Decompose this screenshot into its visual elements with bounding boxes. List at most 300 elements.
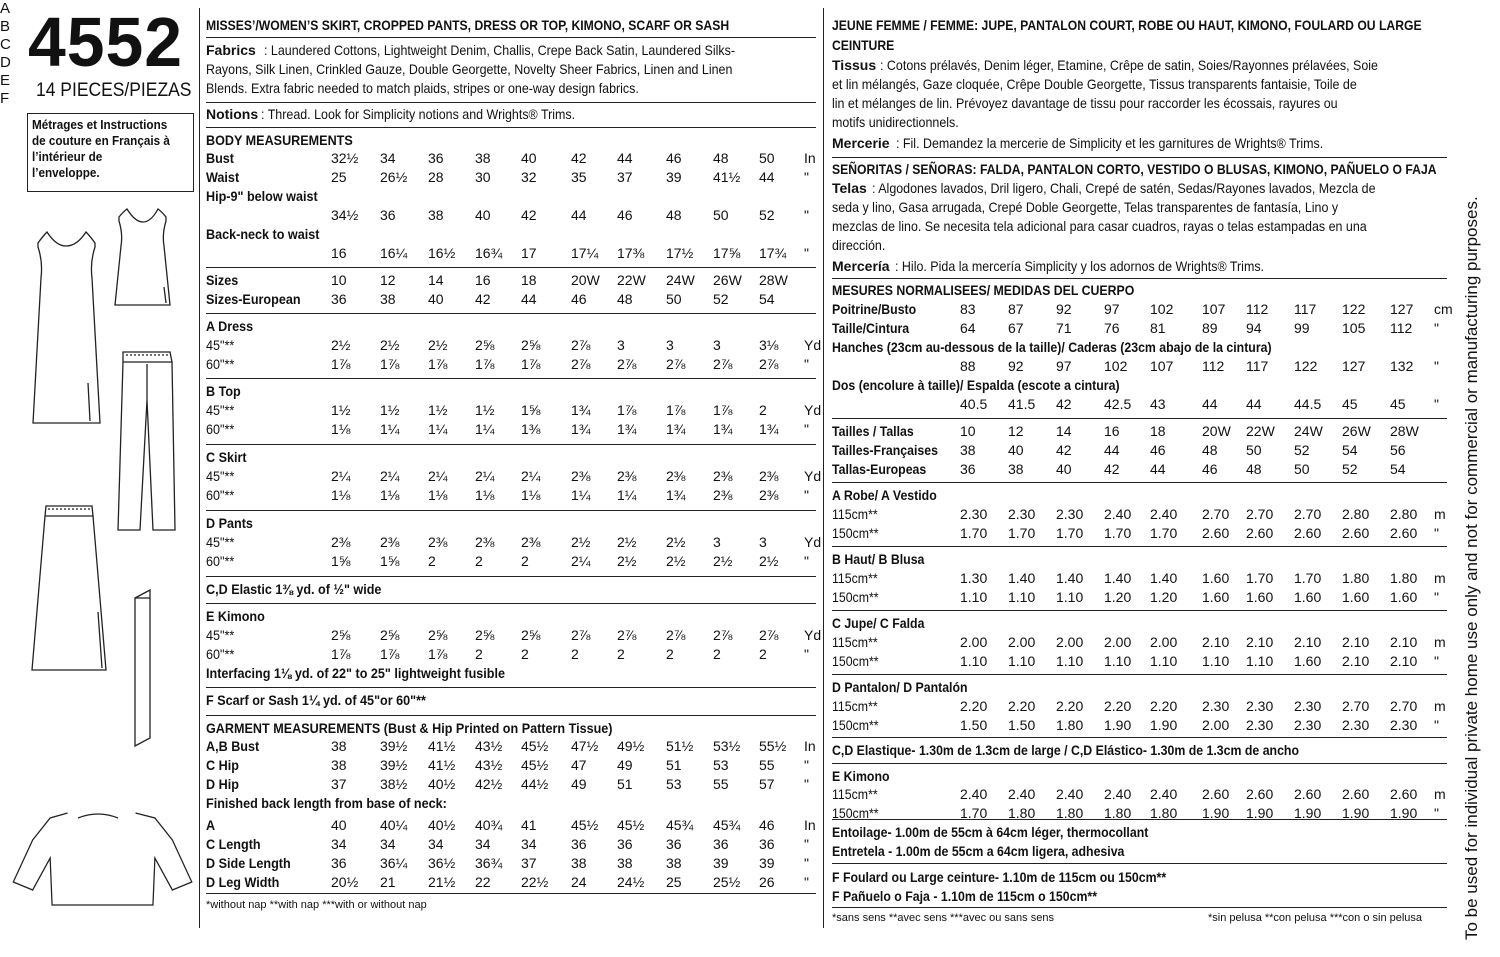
table-cell: 1.80: [1150, 805, 1178, 821]
table-cell: 1.20: [1150, 589, 1178, 605]
table-cell: 41½: [713, 169, 741, 185]
table-cell: 1.70: [1150, 525, 1178, 541]
table-cell: 2.10: [1390, 653, 1418, 669]
fr-mercerie-text: : Fil. Demandez la mercerie de Simplicity et les garnitures de Wrights® Trims.: [896, 135, 1324, 151]
table-cell: 2: [475, 553, 483, 569]
table-cell: 92: [1056, 301, 1072, 317]
table-cell: 2.70: [1342, 698, 1370, 714]
table-cell: 34: [475, 836, 491, 852]
table-cell: 52: [1294, 442, 1310, 458]
table-cell: 2½: [617, 534, 637, 550]
table-cell: 36: [331, 291, 347, 307]
table-cell: 1⅝: [521, 402, 541, 418]
unit-cell: m: [1434, 786, 1446, 802]
table-row-label: D Side Length: [206, 855, 291, 871]
table-cell: 1.40: [1104, 570, 1132, 586]
table-cell: 20W: [1202, 423, 1231, 439]
table-cell: 2.40: [1150, 506, 1178, 522]
table-cell: 40¼: [380, 817, 408, 833]
table-cell: 17¾: [759, 245, 787, 261]
fr-tissus-line: lin et mélanges de lin. Prévoyez davantage de tissu pour raccorder les écossais, rayures ou: [832, 95, 1338, 111]
unit-cell: m: [1434, 698, 1446, 714]
unit-cell: ": [1434, 805, 1439, 821]
table-cell: 1.30: [960, 570, 988, 586]
table-row-label: A Robe/ A Vestido: [832, 487, 937, 503]
table-cell: 2⅜: [380, 534, 400, 550]
table-cell: 2.40: [960, 786, 988, 802]
table-cell: 87: [1008, 301, 1024, 317]
table-cell: 44: [1104, 442, 1120, 458]
unit-cell: ": [804, 855, 809, 871]
table-row-label: Poitrine/Busto: [832, 301, 917, 317]
table-cell: 1¼: [571, 487, 591, 503]
table-cell: 1⅛: [331, 487, 351, 503]
table-cell: 3: [666, 337, 674, 353]
table-cell: 2.20: [1056, 698, 1084, 714]
table-cell: 2.70: [1294, 506, 1322, 522]
table-cell: 81: [1150, 320, 1166, 336]
table-row-label: F Pañuelo o Faja - 1.10m de 115cm o 150cm**: [832, 888, 1098, 904]
table-cell: 47: [571, 757, 587, 773]
table-cell: 57: [759, 776, 775, 792]
table-cell: 40: [521, 150, 537, 166]
unit-cell: ": [804, 553, 809, 569]
table-cell: 1.70: [960, 805, 988, 821]
unit-cell: ": [1434, 525, 1439, 541]
table-row-label: Waist: [206, 169, 240, 185]
table-cell: 2⅜: [759, 487, 779, 503]
table-cell: 2.00: [1056, 634, 1084, 650]
table-row-label: 150cm**: [832, 589, 879, 605]
table-cell: 1¾: [666, 421, 686, 437]
table-cell: 1⅞: [475, 356, 495, 372]
table-cell: 3: [759, 534, 767, 550]
es-telas-line: dirección.: [832, 237, 886, 253]
table-cell: 1⅞: [428, 356, 448, 372]
table-cell: 32: [521, 169, 537, 185]
table-cell: 52: [713, 291, 729, 307]
table-cell: 44.5: [1294, 396, 1322, 412]
table-row-label: Hanches (23cm au-dessous de la taille)/ Caderas (23cm abajo de la cintura): [832, 339, 1272, 355]
table-row-label: Tallas-Europeas: [832, 461, 927, 477]
table-cell: 36: [666, 836, 682, 852]
table-cell: 34: [428, 836, 444, 852]
table-cell: 36: [759, 836, 775, 852]
table-row-label: 115cm**: [832, 698, 878, 714]
table-cell: 1.40: [1150, 570, 1178, 586]
table-row-label: Sizes: [206, 272, 239, 288]
table-cell: 18: [1150, 423, 1166, 439]
table-cell: 2½: [713, 553, 733, 569]
table-cell: 38: [617, 855, 633, 871]
table-cell: 1¾: [617, 421, 637, 437]
unit-cell: In: [804, 738, 816, 754]
table-cell: 2⅝: [475, 627, 495, 643]
nap-footer: *without nap **with nap ***with or without nap: [206, 899, 427, 911]
table-cell: 34: [380, 836, 396, 852]
nap-footer-fr: *sans sens **avec sens ***avec ou sans sens: [832, 912, 1054, 924]
table-row-label: A Dress: [206, 318, 254, 334]
table-cell: 24W: [666, 272, 695, 288]
table-cell: 44: [617, 150, 633, 166]
es-merceria-label: Mercería: [832, 258, 890, 274]
table-cell: 2.30: [1008, 506, 1036, 522]
table-row-label: E Kimono: [832, 768, 890, 784]
table-cell: 2.60: [1246, 786, 1274, 802]
table-row-label: 45"**: [206, 402, 235, 418]
pattern-number: 4552: [28, 3, 183, 81]
fabrics-line: : Laundered Cottons, Lightweight Denim, Challis, Crepe Back Satin, Laundered Silks-: [264, 42, 735, 58]
table-cell: 14: [428, 272, 444, 288]
unit-cell: Yd: [804, 402, 822, 418]
table-cell: 2.30: [1056, 506, 1084, 522]
view-label-b: B: [0, 18, 11, 35]
rule: [206, 603, 816, 604]
table-cell: 50: [713, 207, 729, 223]
table-cell: 55: [713, 776, 729, 792]
table-cell: 40¾: [475, 817, 503, 833]
table-cell: 28W: [1390, 423, 1419, 439]
es-telas-line: mezclas de lino. Se necesita tela adicional para casar cuadros, rayas o telas estampadas en una: [832, 218, 1367, 234]
table-cell: 2: [666, 646, 674, 662]
table-cell: 2.00: [960, 634, 988, 650]
table-row-label: Entretela - 1.00m de 55cm a 64cm ligera, adhesiva: [832, 843, 1125, 859]
table-cell: 2.20: [1008, 698, 1036, 714]
unit-cell: Yd: [804, 534, 822, 550]
table-cell: 35: [571, 169, 587, 185]
table-cell: 102: [1104, 358, 1128, 374]
table-cell: 2⅝: [380, 627, 400, 643]
fr-tissus-line: : Cotons prélavés, Denim léger, Etamine, Crêpe de satin, Soies/Rayonnes prélavées, Soie: [880, 57, 1378, 73]
table-cell: 1½: [428, 402, 448, 418]
view-b-top-illustration: [115, 209, 170, 305]
table-cell: 1⅞: [331, 646, 351, 662]
unit-cell: ": [804, 874, 809, 890]
table-cell: 37: [331, 776, 347, 792]
table-cell: 2.70: [1390, 698, 1418, 714]
table-cell: 3: [713, 534, 721, 550]
rule: [206, 37, 816, 38]
table-cell: 40½: [428, 776, 456, 792]
table-row-label: 115cm**: [832, 634, 878, 650]
table-row-label: 115cm**: [832, 570, 878, 586]
table-cell: 1.90: [1150, 717, 1178, 733]
table-cell: 50: [759, 150, 775, 166]
table-cell: 48: [1246, 461, 1262, 477]
table-cell: 46: [1150, 442, 1166, 458]
fabrics-line: Blends. Extra fabric needed to match plaids, stripes or one-way design fabrics.: [206, 80, 639, 96]
table-cell: 42½: [475, 776, 503, 792]
table-row-label: Entoilage- 1.00m de 55cm à 64cm léger, thermocollant: [832, 824, 1149, 840]
table-cell: 36: [380, 207, 396, 223]
table-cell: 2½: [617, 553, 637, 569]
table-cell: 1⅞: [331, 356, 351, 372]
table-row-label: A: [206, 817, 216, 833]
table-cell: 46: [571, 291, 587, 307]
table-cell: 38: [380, 291, 396, 307]
table-cell: 2⅝: [475, 337, 495, 353]
table-cell: 2.20: [1104, 698, 1132, 714]
table-cell: 117: [1294, 301, 1317, 317]
rule: [206, 102, 816, 103]
table-cell: 2½: [666, 553, 686, 569]
table-cell: 2.10: [1246, 634, 1274, 650]
table-cell: 1¾: [666, 487, 686, 503]
unit-cell: ": [1434, 358, 1439, 374]
table-row-label: 150cm**: [832, 525, 879, 541]
table-cell: 1.70: [1056, 525, 1084, 541]
table-cell: 2: [571, 646, 579, 662]
table-cell: 2.30: [1342, 717, 1370, 733]
table-cell: 1.10: [1056, 589, 1084, 605]
table-cell: 10: [960, 423, 976, 439]
table-cell: 1.60: [1390, 589, 1418, 605]
table-cell: 44: [571, 207, 587, 223]
rule: [832, 157, 1447, 158]
table-row-label: C,D Elastic 1⅜ yd. of ½" wide: [206, 581, 382, 597]
table-cell: 1.90: [1104, 717, 1132, 733]
rule: [206, 313, 816, 314]
table-row-label: C Jupe/ C Falda: [832, 615, 925, 631]
table-cell: 1.60: [1294, 653, 1322, 669]
table-cell: 2.10: [1294, 634, 1322, 650]
table-cell: 1⅛: [331, 421, 351, 437]
rule: [832, 418, 1447, 419]
table-cell: 38: [475, 150, 491, 166]
table-cell: 1.60: [1246, 589, 1274, 605]
table-cell: 2.20: [960, 698, 988, 714]
es-telas-line: seda y lino, Gasa arrugada, Crepé Doble Georgette, Telas transparentes de fantasía, Lino y: [832, 199, 1339, 215]
table-cell: 22W: [617, 272, 646, 288]
unit-cell: In: [804, 150, 816, 166]
view-e-kimono-illustration: [13, 813, 191, 905]
table-cell: 28: [428, 169, 444, 185]
view-label-c: C: [0, 36, 11, 53]
table-cell: 25: [666, 874, 682, 890]
table-row-label: 115cm**: [832, 786, 878, 802]
table-cell: 1.40: [1008, 570, 1036, 586]
table-cell: 26W: [713, 272, 742, 288]
table-cell: 2⅜: [713, 487, 733, 503]
view-label-d: D: [0, 54, 11, 71]
table-row-label: Bust: [206, 150, 235, 166]
table-cell: 42: [521, 207, 537, 223]
table-cell: 1¼: [380, 421, 400, 437]
table-cell: 1.70: [960, 525, 988, 541]
table-cell: 107: [1202, 301, 1226, 317]
table-cell: 2⅝: [331, 627, 351, 643]
table-row-label: C,D Elastique- 1.30m de 1.3cm de large / C,D Elástico- 1.30m de 1.3cm de ancho: [832, 742, 1299, 758]
table-cell: 1.90: [1202, 805, 1230, 821]
table-cell: 1⅞: [666, 402, 686, 418]
unit-cell: ": [804, 836, 809, 852]
view-d-pants-illustration: [118, 352, 175, 530]
table-cell: 40: [475, 207, 491, 223]
table-cell: 112: [1202, 358, 1225, 374]
table-cell: 2⅞: [617, 627, 637, 643]
table-cell: 2⅞: [666, 356, 686, 372]
table-cell: 92: [1008, 358, 1024, 374]
table-cell: 46: [666, 150, 682, 166]
table-cell: 43½: [475, 757, 503, 773]
table-row-label: B Top: [206, 383, 241, 399]
fr-tissus-line: motifs unidirectionnels.: [832, 114, 959, 130]
table-row-label: 60"**: [206, 646, 235, 662]
table-row-label: Back-neck to waist: [206, 226, 320, 242]
table-cell: 16¾: [475, 245, 503, 261]
table-cell: 24W: [1294, 423, 1323, 439]
table-cell: 36: [331, 855, 347, 871]
table-cell: 12: [1008, 423, 1024, 439]
table-cell: 17: [521, 245, 537, 261]
table-cell: 36: [428, 150, 444, 166]
unit-cell: ": [804, 245, 809, 261]
table-cell: 2⅝: [521, 337, 541, 353]
table-cell: 1¼: [475, 421, 495, 437]
table-row-label: C Skirt: [206, 449, 247, 465]
table-cell: 16: [331, 245, 347, 261]
table-cell: 1.10: [1008, 653, 1036, 669]
table-cell: 44: [1246, 396, 1262, 412]
table-cell: 36¾: [475, 855, 503, 871]
table-cell: 2.80: [1342, 506, 1370, 522]
table-cell: 2: [759, 646, 767, 662]
table-cell: 3⅛: [759, 337, 779, 353]
table-cell: 44: [1202, 396, 1218, 412]
table-row-label: 45"**: [206, 337, 235, 353]
unit-cell: ": [1434, 653, 1439, 669]
table-cell: 1.60: [1294, 589, 1322, 605]
table-cell: 88: [960, 358, 976, 374]
table-cell: 50: [1246, 442, 1262, 458]
table-cell: 2.20: [1150, 698, 1178, 714]
table-row-label: GARMENT MEASUREMENTS (Bust & Hip Printed on Pattern Tissue): [206, 720, 613, 736]
table-cell: 107: [1150, 358, 1174, 374]
table-cell: 28W: [759, 272, 788, 288]
table-row-label: 45"**: [206, 627, 235, 643]
table-cell: 1.10: [960, 653, 988, 669]
table-cell: 48: [713, 150, 729, 166]
table-cell: 2.40: [1150, 786, 1178, 802]
rule: [832, 674, 1447, 675]
unit-cell: cm: [1434, 301, 1453, 317]
table-cell: 2.10: [1342, 634, 1370, 650]
table-cell: 39½: [380, 757, 408, 773]
table-cell: 1.60: [1202, 589, 1230, 605]
table-cell: 2: [521, 553, 529, 569]
table-cell: 112: [1390, 320, 1413, 336]
table-cell: 38½: [380, 776, 408, 792]
table-row-label: E Kimono: [206, 608, 265, 624]
table-cell: 38: [666, 855, 682, 871]
table-cell: 2.30: [1294, 698, 1322, 714]
table-cell: 54: [1390, 461, 1406, 477]
table-cell: 47½: [571, 738, 599, 754]
table-cell: 2.60: [1390, 786, 1418, 802]
table-cell: 2⅞: [713, 356, 733, 372]
es-title: SEÑORITAS / SEÑORAS: FALDA, PANTALON CORTO, VESTIDO O BLUSAS, KIMONO, PAÑUELO O FAJA: [832, 161, 1437, 177]
unit-cell: ": [1434, 717, 1439, 733]
table-cell: 52: [759, 207, 775, 223]
table-cell: 41½: [428, 738, 456, 754]
table-cell: 42: [571, 150, 587, 166]
table-cell: 2.30: [1390, 717, 1418, 733]
table-cell: 34½: [331, 207, 359, 223]
french-box-line: l’intérieur de: [32, 149, 103, 164]
table-cell: 122: [1294, 358, 1318, 374]
table-cell: 97: [1104, 301, 1120, 317]
table-cell: 1.10: [960, 589, 988, 605]
table-cell: 3: [617, 337, 625, 353]
table-cell: 52: [1342, 461, 1358, 477]
table-cell: 49: [617, 757, 633, 773]
table-cell: 2: [713, 646, 721, 662]
table-cell: 51: [617, 776, 633, 792]
table-cell: 18: [521, 272, 537, 288]
table-cell: 2.00: [1104, 634, 1132, 650]
table-cell: 1¼: [617, 487, 637, 503]
table-cell: 2¼: [571, 553, 591, 569]
table-cell: 1¾: [759, 421, 779, 437]
es-telas-line: : Algodones lavados, Dril ligero, Chali, Crepé de satén, Sedas/Rayones lavados, Mezcla de: [872, 180, 1376, 196]
fabrics-label: Fabrics: [206, 42, 256, 58]
table-cell: 2½: [666, 534, 686, 550]
table-cell: 37: [617, 169, 633, 185]
table-cell: 1⅛: [380, 487, 400, 503]
table-cell: 105: [1342, 320, 1366, 336]
table-cell: 1⅝: [380, 553, 400, 569]
table-cell: 41.5: [1008, 396, 1036, 412]
fr-tissus-line: et lin mélangés, Gaze cloquée, Crêpe Double Georgette, Tissus transparents fantaisie, Toile de: [832, 76, 1357, 92]
table-cell: 20W: [571, 272, 600, 288]
table-cell: 1.10: [1202, 653, 1230, 669]
table-cell: 1⅞: [521, 356, 541, 372]
table-row-label: D Hip: [206, 776, 239, 792]
table-cell: 1.70: [1294, 570, 1322, 586]
table-cell: 1¾: [713, 421, 733, 437]
table-cell: 41½: [428, 757, 456, 773]
table-cell: 1.70: [1104, 525, 1132, 541]
table-cell: 40.5: [960, 396, 988, 412]
table-cell: 102: [1150, 301, 1174, 317]
table-cell: 54: [759, 291, 775, 307]
table-cell: 51½: [666, 738, 694, 754]
table-cell: 55: [759, 757, 775, 773]
table-cell: 49: [571, 776, 587, 792]
table-cell: 44½: [521, 776, 549, 792]
table-cell: 127: [1342, 358, 1366, 374]
table-cell: 94: [1246, 320, 1262, 336]
french-instructions-box: [27, 113, 194, 192]
table-cell: 10: [331, 272, 347, 288]
table-cell: 97: [1056, 358, 1072, 374]
table-row-label: Tailles-Françaises: [832, 442, 938, 458]
table-cell: 2⅜: [521, 534, 541, 550]
table-cell: 1.20: [1104, 589, 1132, 605]
rule: [832, 907, 1447, 908]
unit-cell: ": [804, 356, 809, 372]
table-cell: 2⅜: [475, 534, 495, 550]
table-cell: 49½: [617, 738, 645, 754]
table-cell: 89: [1202, 320, 1218, 336]
table-cell: 56: [1390, 442, 1406, 458]
table-row-label: 150cm**: [832, 653, 879, 669]
table-cell: 1⅞: [713, 402, 733, 418]
table-cell: 2.70: [1246, 506, 1274, 522]
rule: [206, 893, 816, 894]
table-cell: 46: [617, 207, 633, 223]
table-cell: 38: [428, 207, 444, 223]
